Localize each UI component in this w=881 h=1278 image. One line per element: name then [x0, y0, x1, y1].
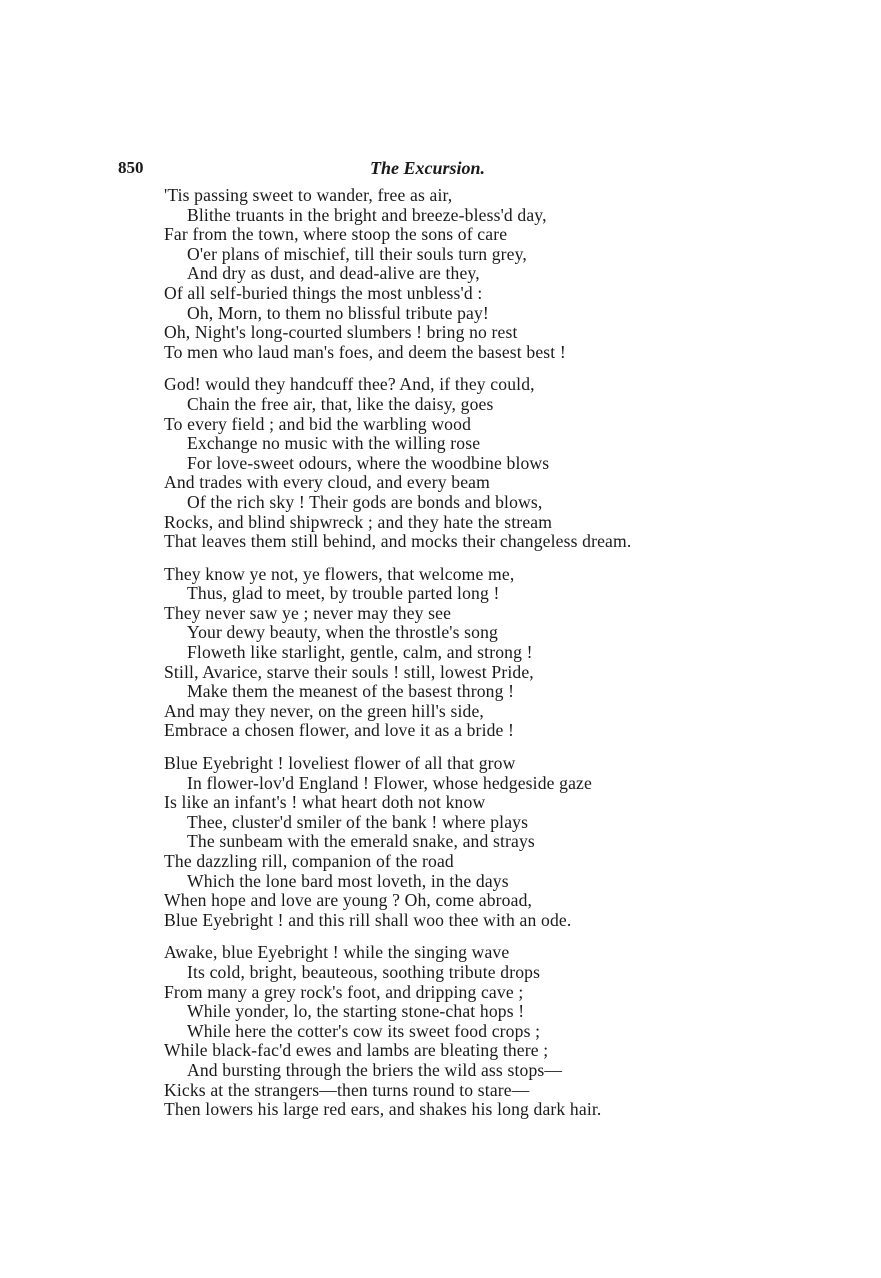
poem-line: Exchange no music with the willing rose: [187, 433, 481, 454]
poem-line: Oh, Night's long-courted slumbers ! bring no rest: [164, 322, 518, 343]
poem-line: And dry as dust, and dead-alive are they,: [187, 263, 480, 284]
poem-line: For love-sweet odours, where the woodbine blows: [187, 452, 550, 473]
poem-line: Floweth like starlight, gentle, calm, and strong !: [187, 642, 533, 663]
poem-line: Oh, Morn, to them no blissful tribute pay!: [187, 302, 489, 323]
poem-line: Blue Eyebright ! and this rill shall woo thee with an ode.: [164, 909, 572, 930]
poem-body: [164, 186, 784, 1133]
stanza: [164, 186, 784, 362]
poem-line: Then lowers his large red ears, and shakes his long dark hair.: [164, 1099, 602, 1120]
poem-line: To every field ; and bid the warbling wood: [164, 413, 472, 434]
poem-line: While here the cotter's cow its sweet food crops ;: [187, 1020, 541, 1041]
poem-line: And bursting through the briers the wild ass stops—: [187, 1059, 563, 1080]
poem-line: To men who laud man's foes, and deem the basest best !: [164, 341, 566, 362]
poem-line: And trades with every cloud, and every beam: [164, 472, 490, 493]
poem-line: And may they never, on the green hill's side,: [164, 700, 484, 721]
stanza: [164, 565, 784, 741]
poem-line: 'Tis passing sweet to wander, free as air,: [164, 185, 453, 205]
page-number: 850: [118, 158, 144, 177]
poem-line: When hope and love are young ? Oh, come abroad,: [164, 890, 533, 911]
poem-line: That leaves them still behind, and mocks their changeless dream.: [164, 531, 632, 552]
poem-line: They know ye not, ye flowers, that welcome me,: [164, 563, 515, 584]
poem-line: Of the rich sky ! Their gods are bonds and blows,: [187, 491, 543, 512]
stanza: [164, 754, 784, 930]
poem-line: Still, Avarice, starve their souls ! still, lowest Pride,: [164, 661, 534, 682]
poem-line: Your dewy beauty, when the throstle's song: [187, 622, 498, 643]
stanza: [164, 943, 784, 1119]
poem-line: God! would they handcuff thee? And, if they could,: [164, 374, 535, 395]
poem-line: Thus, glad to meet, by trouble parted long !: [187, 583, 500, 604]
poem-line: Kicks at the strangers—then turns round to stare—: [164, 1079, 530, 1100]
poem-line: Awake, blue Eyebright ! while the singing wave: [164, 942, 510, 963]
poem-line: Blue Eyebright ! loveliest flower of all that grow: [164, 753, 516, 774]
poem-line: Its cold, bright, beauteous, soothing tribute drops: [187, 961, 541, 982]
poem-line: Far from the town, where stoop the sons of care: [164, 224, 508, 245]
poem-line: In flower-lov'd England ! Flower, whose hedgeside gaze: [187, 772, 592, 793]
poem-line: They never saw ye ; never may they see: [164, 602, 452, 623]
poem-line: The sunbeam with the emerald snake, and strays: [187, 831, 535, 852]
poem-line: Rocks, and blind shipwreck ; and they hate the stream: [164, 511, 553, 532]
poem-line: Chain the free air, that, like the daisy, goes: [187, 393, 494, 414]
poem-line: Thee, cluster'd smiler of the bank ! where plays: [187, 811, 529, 832]
poem-line: Which the lone bard most loveth, in the days: [187, 870, 509, 891]
poem-line: While black-fac'd ewes and lambs are bleating there ;: [164, 1040, 549, 1061]
poem-line: Blithe truants in the bright and breeze-bless'd day,: [187, 204, 547, 225]
poem-line: From many a grey rock's foot, and dripping cave ;: [164, 981, 524, 1002]
poem-line: Embrace a chosen flower, and love it as a bride !: [164, 720, 515, 741]
poem-line: O'er plans of mischief, till their souls turn grey,: [187, 243, 527, 264]
poem-line: While yonder, lo, the starting stone-chat hops !: [187, 1001, 525, 1022]
page-header: [118, 158, 758, 184]
poem-line: The dazzling rill, companion of the road: [164, 851, 454, 871]
stanza: [164, 375, 784, 551]
poem-line: Is like an infant's ! what heart doth not know: [164, 792, 486, 813]
poem-line: Make them the meanest of the basest throng !: [187, 681, 515, 702]
running-title: The Excursion.: [370, 158, 486, 178]
poem-line: Of all self-buried things the most unbless'd :: [164, 282, 483, 303]
